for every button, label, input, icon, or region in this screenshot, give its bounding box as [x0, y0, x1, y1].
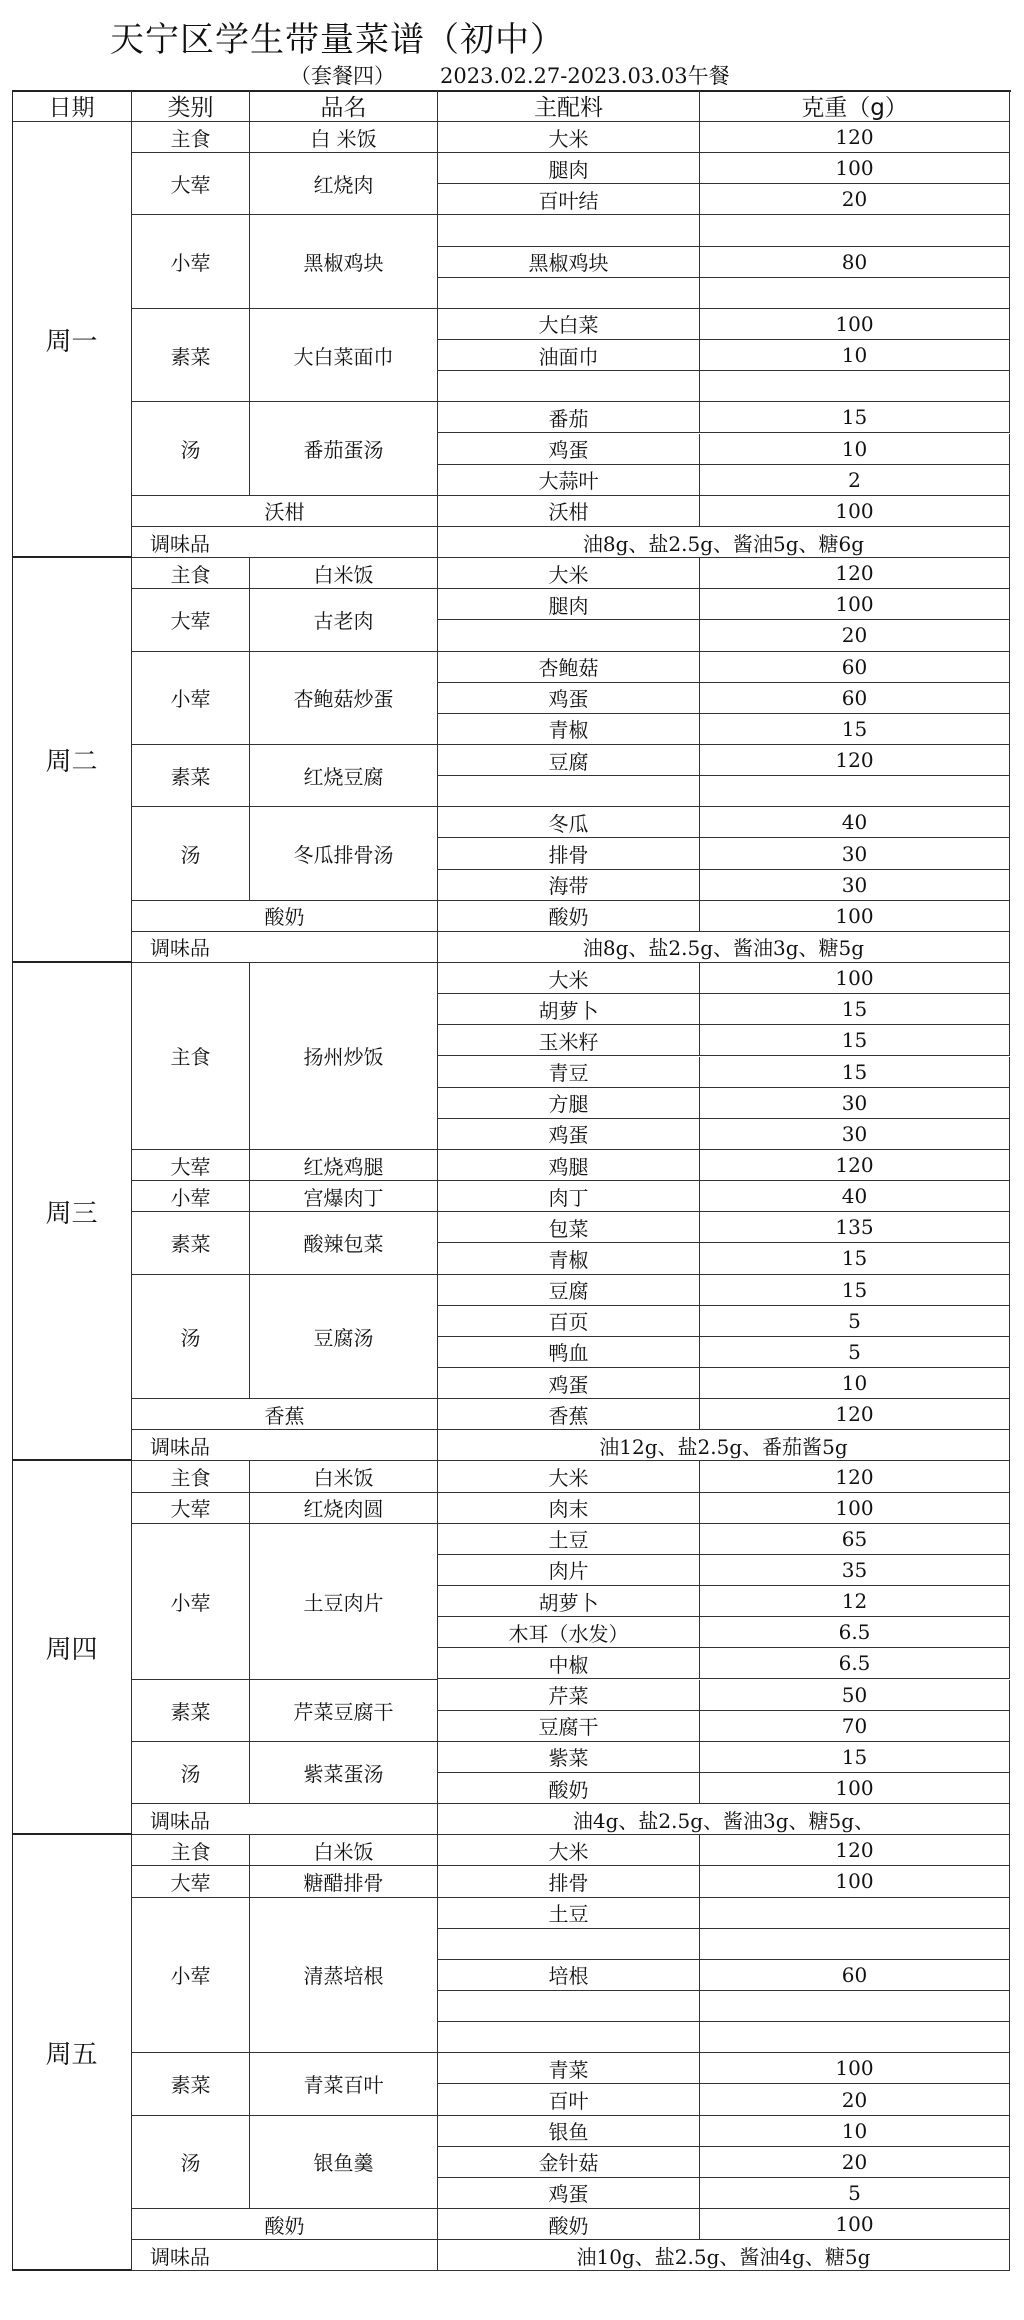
weight-cell: 40	[700, 807, 1010, 838]
ingredient-cell: 腿肉	[438, 153, 700, 184]
ingredient-cell: 木耳（水发）	[438, 1617, 700, 1648]
ingredient-cell: 百叶结	[438, 184, 700, 215]
dish-cell: 红烧豆腐	[250, 745, 438, 807]
ingredient-cell: 豆腐	[438, 1275, 700, 1306]
ingredient-cell: 玉米籽	[438, 1025, 700, 1056]
seasoning-value: 油10g、盐2.5g、酱油4g、糖5g	[438, 2240, 1010, 2271]
ingredient-cell: 沃柑	[438, 496, 700, 527]
weight-cell: 65	[700, 1524, 1010, 1555]
ingredient-cell: 黑椒鸡块	[438, 247, 700, 278]
ingredient-cell: 香蕉	[438, 1399, 700, 1430]
ingredient-cell: 海带	[438, 870, 700, 901]
ingredient-cell: 土豆	[438, 1524, 700, 1555]
weight-cell	[700, 1991, 1010, 2022]
ingredient-cell: 鸡蛋	[438, 1368, 700, 1399]
header-ingredient: 主配料	[438, 90, 700, 122]
weight-cell: 15	[700, 1275, 1010, 1306]
dish-cell: 青菜百叶	[250, 2053, 438, 2115]
ingredient-cell: 培根	[438, 1960, 700, 1991]
ingredient-cell	[438, 215, 700, 246]
category-cell: 主食	[132, 1461, 250, 1492]
ingredient-cell: 百叶	[438, 2084, 700, 2115]
weight-cell: 100	[700, 2209, 1010, 2240]
weight-cell: 30	[700, 1119, 1010, 1150]
weight-cell	[700, 2022, 1010, 2053]
weight-cell: 10	[700, 340, 1010, 371]
weight-cell: 20	[700, 2147, 1010, 2178]
weight-cell: 100	[700, 309, 1010, 340]
weight-cell: 20	[700, 620, 1010, 651]
seasoning-value: 油8g、盐2.5g、酱油5g、糖6g	[438, 527, 1010, 558]
ingredient-cell: 鸡蛋	[438, 1119, 700, 1150]
seasoning-label: 调味品	[132, 1430, 438, 1461]
weight-cell: 35	[700, 1555, 1010, 1586]
weight-cell: 120	[700, 745, 1010, 776]
dish-cell: 宫爆肉丁	[250, 1181, 438, 1212]
dish-cell: 黑椒鸡块	[250, 215, 438, 308]
ingredient-cell: 青椒	[438, 1243, 700, 1274]
ingredient-cell: 大米	[438, 1835, 700, 1866]
weight-cell: 2	[700, 465, 1010, 496]
category-cell: 主食	[132, 558, 250, 589]
ingredient-cell: 胡萝卜	[438, 1586, 700, 1617]
dish-cell: 番茄蛋汤	[250, 402, 438, 495]
weight-cell: 100	[700, 1493, 1010, 1524]
weight-cell: 10	[700, 2116, 1010, 2147]
dish-cell: 沃柑	[132, 496, 438, 527]
weight-cell: 120	[700, 122, 1010, 153]
weight-cell: 15	[700, 1243, 1010, 1274]
ingredient-cell: 鸡蛋	[438, 2178, 700, 2209]
ingredient-cell	[438, 620, 700, 651]
ingredient-cell: 胡萝卜	[438, 994, 700, 1025]
dish-cell: 酸辣包菜	[250, 1212, 438, 1274]
dish-cell: 古老肉	[250, 589, 438, 651]
weight-cell: 15	[700, 1057, 1010, 1088]
ingredient-cell: 包菜	[438, 1212, 700, 1243]
ingredient-cell: 方腿	[438, 1088, 700, 1119]
category-cell: 大荤	[132, 1150, 250, 1181]
weight-cell: 50	[700, 1680, 1010, 1711]
dish-cell: 白米饭	[250, 1835, 438, 1866]
dish-cell: 香蕉	[132, 1399, 438, 1430]
weight-cell	[700, 371, 1010, 402]
category-cell: 汤	[132, 1275, 250, 1400]
category-cell: 素菜	[132, 1212, 250, 1274]
day-cell: 周四	[12, 1461, 132, 1835]
ingredient-cell	[438, 776, 700, 807]
category-cell: 素菜	[132, 309, 250, 402]
ingredient-cell: 鸡腿	[438, 1150, 700, 1181]
date-range: 2023.02.27-2023.03.03午餐	[440, 64, 730, 88]
ingredient-cell: 鸡蛋	[438, 683, 700, 714]
header-category: 类别	[132, 90, 250, 122]
weight-cell: 60	[700, 652, 1010, 683]
category-cell: 小荤	[132, 1524, 250, 1680]
category-cell: 汤	[132, 402, 250, 495]
weight-cell	[700, 278, 1010, 309]
ingredient-cell: 酸奶	[438, 1773, 700, 1804]
ingredient-cell: 大米	[438, 122, 700, 153]
seasoning-value: 油8g、盐2.5g、酱油3g、糖5g	[438, 932, 1010, 963]
seasoning-value: 油4g、盐2.5g、酱油3g、糖5g、	[438, 1804, 1010, 1835]
ingredient-cell: 大米	[438, 558, 700, 589]
ingredient-cell: 豆腐干	[438, 1711, 700, 1742]
dish-cell: 冬瓜排骨汤	[250, 807, 438, 900]
day-cell: 周一	[12, 122, 132, 558]
weight-cell: 15	[700, 714, 1010, 745]
ingredient-cell: 百页	[438, 1306, 700, 1337]
category-cell: 大荤	[132, 1493, 250, 1524]
ingredient-cell: 杏鲍菇	[438, 652, 700, 683]
weight-cell: 12	[700, 1586, 1010, 1617]
ingredient-cell: 银鱼	[438, 2116, 700, 2147]
category-cell: 小荤	[132, 215, 250, 308]
weight-cell: 60	[700, 683, 1010, 714]
ingredient-cell: 鸭血	[438, 1337, 700, 1368]
seasoning-label: 调味品	[132, 1804, 438, 1835]
ingredient-cell: 腿肉	[438, 589, 700, 620]
weight-cell: 30	[700, 838, 1010, 869]
ingredient-cell: 土豆	[438, 1898, 700, 1929]
day-cell: 周二	[12, 558, 132, 963]
weight-cell: 30	[700, 1088, 1010, 1119]
dish-cell: 红烧肉圆	[250, 1493, 438, 1524]
dish-cell: 芹菜豆腐干	[250, 1680, 438, 1742]
ingredient-cell: 大米	[438, 1461, 700, 1492]
weight-cell: 20	[700, 2084, 1010, 2115]
dish-cell: 红烧肉	[250, 153, 438, 215]
seasoning-label: 调味品	[132, 932, 438, 963]
weight-cell: 10	[700, 434, 1010, 465]
weight-cell: 120	[700, 1835, 1010, 1866]
weight-cell: 30	[700, 870, 1010, 901]
dish-cell: 白 米饭	[250, 122, 438, 153]
weight-cell: 100	[700, 963, 1010, 994]
weight-cell: 5	[700, 1306, 1010, 1337]
dish-cell: 紫菜蛋汤	[250, 1742, 438, 1804]
seasoning-label: 调味品	[132, 527, 438, 558]
dish-cell: 白米饭	[250, 1461, 438, 1492]
category-cell: 素菜	[132, 2053, 250, 2115]
ingredient-cell: 紫菜	[438, 1742, 700, 1773]
dish-cell: 银鱼羹	[250, 2116, 438, 2209]
weight-cell	[700, 1898, 1010, 1929]
dish-cell: 酸奶	[132, 2209, 438, 2240]
weight-cell: 15	[700, 1025, 1010, 1056]
page-title: 天宁区学生带量菜谱（初中）	[110, 20, 565, 60]
seasoning-label: 调味品	[132, 2240, 438, 2271]
weight-cell: 5	[700, 2178, 1010, 2209]
weight-cell: 100	[700, 1866, 1010, 1897]
category-cell: 主食	[132, 1835, 250, 1866]
weight-cell: 120	[700, 1399, 1010, 1430]
weight-cell: 100	[700, 496, 1010, 527]
day-cell: 周三	[12, 963, 132, 1461]
ingredient-cell	[438, 1929, 700, 1960]
ingredient-cell: 芹菜	[438, 1680, 700, 1711]
ingredient-cell: 中椒	[438, 1648, 700, 1679]
weight-cell: 6.5	[700, 1648, 1010, 1679]
ingredient-cell: 排骨	[438, 1866, 700, 1897]
ingredient-cell	[438, 371, 700, 402]
weight-cell: 70	[700, 1711, 1010, 1742]
category-cell: 主食	[132, 963, 250, 1150]
dish-cell: 清蒸培根	[250, 1898, 438, 2054]
ingredient-cell: 肉丁	[438, 1181, 700, 1212]
weight-cell: 80	[700, 247, 1010, 278]
weight-cell: 100	[700, 589, 1010, 620]
header-weight: 克重（g）	[700, 90, 1010, 122]
header-date: 日期	[12, 90, 132, 122]
ingredient-cell: 排骨	[438, 838, 700, 869]
weight-cell: 100	[700, 901, 1010, 932]
weight-cell: 100	[700, 2053, 1010, 2084]
weight-cell: 120	[700, 558, 1010, 589]
weight-cell: 100	[700, 153, 1010, 184]
ingredient-cell: 金针菇	[438, 2147, 700, 2178]
category-cell: 主食	[132, 122, 250, 153]
category-cell: 小荤	[132, 652, 250, 745]
ingredient-cell: 大蒜叶	[438, 465, 700, 496]
category-cell: 素菜	[132, 1680, 250, 1742]
weight-cell: 5	[700, 1337, 1010, 1368]
ingredient-cell: 番茄	[438, 402, 700, 433]
dish-cell: 红烧鸡腿	[250, 1150, 438, 1181]
category-cell: 大荤	[132, 589, 250, 651]
dish-cell: 酸奶	[132, 901, 438, 932]
weight-cell: 135	[700, 1212, 1010, 1243]
category-cell: 大荤	[132, 1866, 250, 1897]
ingredient-cell	[438, 2022, 700, 2053]
ingredient-cell	[438, 1991, 700, 2022]
weight-cell: 10	[700, 1368, 1010, 1399]
weight-cell: 40	[700, 1181, 1010, 1212]
ingredient-cell: 油面巾	[438, 340, 700, 371]
ingredient-cell: 豆腐	[438, 745, 700, 776]
category-cell: 素菜	[132, 745, 250, 807]
dish-cell: 杏鲍菇炒蛋	[250, 652, 438, 745]
day-cell: 周五	[12, 1835, 132, 2271]
dish-cell: 扬州炒饭	[250, 963, 438, 1150]
category-cell: 汤	[132, 1742, 250, 1804]
category-cell: 汤	[132, 2116, 250, 2209]
dish-cell: 白米饭	[250, 558, 438, 589]
ingredient-cell: 青豆	[438, 1057, 700, 1088]
weight-cell	[700, 1929, 1010, 1960]
ingredient-cell: 大白菜	[438, 309, 700, 340]
ingredient-cell: 鸡蛋	[438, 434, 700, 465]
dish-cell: 大白菜面巾	[250, 309, 438, 402]
seasoning-value: 油12g、盐2.5g、番茄酱5g	[438, 1430, 1010, 1461]
ingredient-cell: 酸奶	[438, 2209, 700, 2240]
category-cell: 汤	[132, 807, 250, 900]
ingredient-cell	[438, 278, 700, 309]
ingredient-cell: 青菜	[438, 2053, 700, 2084]
weight-cell: 120	[700, 1461, 1010, 1492]
weight-cell: 100	[700, 1773, 1010, 1804]
weight-cell: 15	[700, 994, 1010, 1025]
dish-cell: 土豆肉片	[250, 1524, 438, 1680]
dish-cell: 豆腐汤	[250, 1275, 438, 1400]
category-cell: 大荤	[132, 153, 250, 215]
ingredient-cell: 肉末	[438, 1493, 700, 1524]
dish-cell: 糖醋排骨	[250, 1866, 438, 1897]
weight-cell: 15	[700, 1742, 1010, 1773]
category-cell: 小荤	[132, 1181, 250, 1212]
weight-cell	[700, 215, 1010, 246]
ingredient-cell: 冬瓜	[438, 807, 700, 838]
ingredient-cell: 酸奶	[438, 901, 700, 932]
weight-cell	[700, 776, 1010, 807]
header-dish: 品名	[250, 90, 438, 122]
ingredient-cell: 大米	[438, 963, 700, 994]
weight-cell: 60	[700, 1960, 1010, 1991]
ingredient-cell: 肉片	[438, 1555, 700, 1586]
set-label: （套餐四）	[290, 64, 395, 88]
category-cell: 小荤	[132, 1898, 250, 2054]
weight-cell: 15	[700, 402, 1010, 433]
weight-cell: 20	[700, 184, 1010, 215]
weight-cell: 6.5	[700, 1617, 1010, 1648]
weight-cell: 120	[700, 1150, 1010, 1181]
ingredient-cell: 青椒	[438, 714, 700, 745]
